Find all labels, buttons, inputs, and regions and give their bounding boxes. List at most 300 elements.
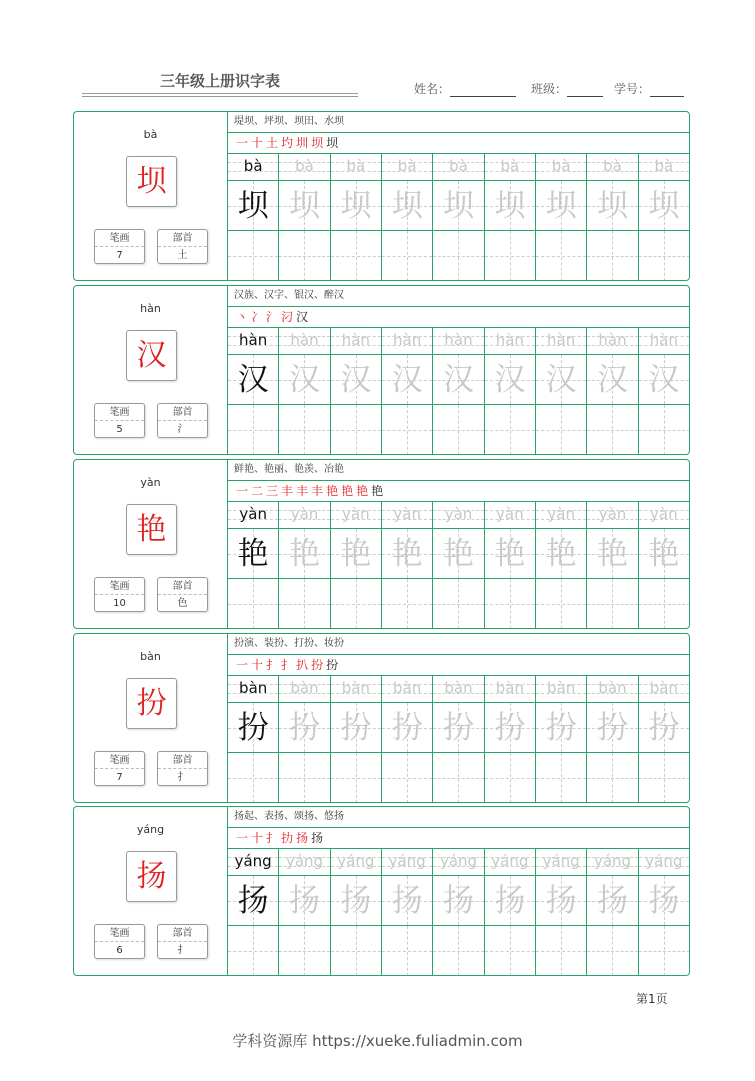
char-display: 坝 bbox=[126, 156, 177, 207]
stroke-step: 扒 bbox=[296, 658, 312, 672]
char-trace: 坝 bbox=[340, 188, 372, 224]
stroke-step: 冫 bbox=[251, 310, 267, 324]
pinyin-trace: bàn bbox=[290, 679, 319, 697]
stroke-step: 丰 bbox=[311, 484, 327, 498]
blank-practice-cell[interactable] bbox=[587, 925, 638, 976]
char-trace: 艳 bbox=[596, 536, 628, 572]
blank-practice-cell[interactable] bbox=[433, 752, 484, 803]
blank-practice-cell[interactable] bbox=[228, 230, 279, 281]
blank-practice-cell[interactable] bbox=[433, 230, 484, 281]
radical-label: 部首 bbox=[158, 925, 207, 942]
char-trace: 汉 bbox=[442, 362, 474, 398]
char-cell bbox=[587, 875, 638, 925]
char-cell bbox=[485, 702, 536, 752]
char-info-panel bbox=[74, 807, 228, 975]
pinyin-cell bbox=[639, 676, 690, 702]
char-cell bbox=[331, 528, 382, 578]
char-trace: 扬 bbox=[545, 883, 577, 919]
pinyin-cell bbox=[279, 154, 330, 180]
char-trace: 汉 bbox=[596, 362, 628, 398]
char-pinyin: hàn bbox=[140, 302, 161, 315]
blank-practice-cell[interactable] bbox=[485, 230, 536, 281]
char-trace: 扮 bbox=[288, 710, 320, 746]
blank-practice-cell[interactable] bbox=[639, 925, 690, 976]
blank-practice-cell[interactable] bbox=[279, 578, 330, 629]
char-cell bbox=[228, 528, 279, 578]
blank-practice-cell[interactable] bbox=[587, 752, 638, 803]
pinyin-cell bbox=[433, 849, 484, 875]
pinyin-trace: bà bbox=[397, 157, 417, 175]
blank-practice-cell[interactable] bbox=[331, 404, 382, 455]
char-cell bbox=[485, 528, 536, 578]
char-display: 汉 bbox=[126, 330, 177, 381]
blank-practice-cell[interactable] bbox=[382, 925, 433, 976]
blank-practice-cell[interactable] bbox=[485, 752, 536, 803]
pinyin-trace: yáng bbox=[593, 852, 632, 870]
blank-practice-cell[interactable] bbox=[639, 404, 690, 455]
stroke-step: 十 bbox=[251, 136, 267, 150]
char-cell bbox=[639, 528, 690, 578]
name-blank[interactable] bbox=[450, 85, 516, 97]
pinyin-cell bbox=[433, 154, 484, 180]
radical-label: 部首 bbox=[158, 578, 207, 595]
blank-practice-cell[interactable] bbox=[331, 578, 382, 629]
pinyin-cell bbox=[279, 849, 330, 875]
char-cell bbox=[433, 180, 484, 230]
pinyin-cell bbox=[536, 676, 587, 702]
pinyin-trace: yàn bbox=[650, 505, 678, 523]
char-cell bbox=[587, 528, 638, 578]
number-label: 学号： bbox=[614, 82, 651, 96]
practice-panel bbox=[228, 807, 690, 975]
word-examples: 堤坝、坪坝、坝田、水坝 bbox=[228, 112, 690, 133]
char-trace: 汉 bbox=[648, 362, 680, 398]
stroke-step: 三 bbox=[266, 484, 282, 498]
char-cell bbox=[639, 354, 690, 404]
stroke-order bbox=[228, 481, 690, 502]
class-field[interactable] bbox=[531, 80, 603, 97]
number-field[interactable] bbox=[614, 80, 684, 97]
char-trace: 汉 bbox=[237, 362, 269, 398]
practice-panel bbox=[228, 286, 690, 454]
char-cell bbox=[536, 354, 587, 404]
page-title bbox=[80, 70, 360, 100]
name-label: 姓名： bbox=[414, 82, 451, 96]
pinyin-cell bbox=[331, 502, 382, 528]
pinyin-trace: yàn bbox=[444, 505, 473, 523]
pinyin-cell bbox=[639, 849, 690, 875]
pinyin-cell bbox=[485, 502, 536, 528]
stroke-count-box bbox=[94, 403, 145, 438]
stroke-step: 坝 bbox=[326, 136, 342, 150]
stroke-step: 土 bbox=[266, 136, 282, 150]
blank-practice-cell[interactable] bbox=[228, 925, 279, 976]
char-info-panel bbox=[74, 634, 228, 802]
blank-practice-cell[interactable] bbox=[587, 230, 638, 281]
char-cell bbox=[587, 702, 638, 752]
pinyin-cell bbox=[433, 676, 484, 702]
stroke-step: 一 bbox=[236, 136, 252, 150]
blank-practice-cell[interactable] bbox=[536, 578, 587, 629]
char-trace: 扮 bbox=[340, 710, 372, 746]
blank-practice-cell[interactable] bbox=[331, 925, 382, 976]
pinyin-cell bbox=[331, 154, 382, 180]
char-display: 扮 bbox=[126, 678, 177, 729]
blank-practice-cell[interactable] bbox=[536, 404, 587, 455]
pinyin-trace: bàn bbox=[598, 679, 627, 697]
pinyin-cell bbox=[279, 676, 330, 702]
stroke-order bbox=[228, 828, 690, 849]
word-examples: 扮演、装扮、打扮、妆扮 bbox=[228, 634, 690, 655]
char-cell bbox=[228, 875, 279, 925]
pinyin-trace: yáng bbox=[234, 852, 272, 870]
char-cell bbox=[279, 180, 330, 230]
page-title-text: 三年级上册识字表 bbox=[159, 72, 280, 90]
page-number: 第1页 bbox=[636, 992, 668, 1006]
blank-practice-cell[interactable] bbox=[433, 578, 484, 629]
radical-value: 扌 bbox=[177, 945, 188, 956]
blank-practice-cell[interactable] bbox=[228, 404, 279, 455]
pinyin-cell bbox=[587, 676, 638, 702]
pinyin-trace: yáng bbox=[491, 852, 529, 870]
pinyin-cell bbox=[228, 849, 279, 875]
pinyin-trace: bàn bbox=[444, 679, 473, 697]
blank-practice-cell[interactable] bbox=[382, 752, 433, 803]
word-examples: 扬起、表扬、颂扬、悠扬 bbox=[228, 807, 690, 828]
practice-panel bbox=[228, 634, 690, 802]
pinyin-cell bbox=[639, 154, 690, 180]
pinyin-trace: yáng bbox=[285, 852, 324, 870]
blank-practice-cell[interactable] bbox=[587, 404, 638, 455]
stroke-step: 扬 bbox=[311, 831, 327, 845]
blank-practice-cell[interactable] bbox=[587, 578, 638, 629]
char-trace: 艳 bbox=[494, 536, 526, 572]
blank-practice-cell[interactable] bbox=[485, 404, 536, 455]
char-trace: 汉 bbox=[494, 362, 526, 398]
stroke-count-box bbox=[94, 577, 145, 612]
pinyin-cell bbox=[433, 328, 484, 354]
pinyin-trace: hàn bbox=[547, 331, 576, 349]
pinyin-trace: hàn bbox=[239, 331, 268, 349]
word-examples: 汉族、汉字、银汉、醉汉 bbox=[228, 286, 690, 307]
stroke-step: 扬 bbox=[296, 831, 312, 845]
radical-box bbox=[157, 924, 208, 959]
char-pinyin: yáng bbox=[136, 823, 165, 836]
stroke-count-label: 笔画 bbox=[95, 925, 144, 942]
stroke-count-value: 7 bbox=[116, 250, 123, 261]
blank-practice-cell[interactable] bbox=[228, 578, 279, 629]
stroke-step: 丰 bbox=[296, 484, 312, 498]
stroke-step: 坝 bbox=[311, 136, 327, 150]
char-display: 扬 bbox=[126, 851, 177, 902]
radical-value: 土 bbox=[177, 250, 188, 261]
practice-panel bbox=[228, 112, 690, 280]
char-trace: 扬 bbox=[442, 883, 474, 919]
char-trace: 扮 bbox=[237, 710, 269, 746]
blank-practice-cell[interactable] bbox=[433, 404, 484, 455]
title-underline-2 bbox=[82, 96, 358, 97]
char-trace: 汉 bbox=[340, 362, 372, 398]
char-info-panel bbox=[74, 112, 228, 280]
char-cell bbox=[587, 354, 638, 404]
char-info-panel bbox=[74, 460, 228, 628]
char-cell bbox=[536, 702, 587, 752]
stroke-count-value: 6 bbox=[116, 945, 123, 956]
pinyin-trace: bàn bbox=[495, 679, 524, 697]
practice-panel bbox=[228, 460, 690, 628]
pinyin-cell bbox=[382, 328, 433, 354]
pinyin-cell bbox=[331, 849, 382, 875]
stroke-step: 汉 bbox=[296, 310, 312, 324]
char-cell bbox=[331, 180, 382, 230]
char-cell bbox=[279, 702, 330, 752]
character-card bbox=[73, 459, 690, 629]
stroke-count-value: 7 bbox=[116, 772, 123, 783]
blank-practice-cell[interactable] bbox=[279, 230, 330, 281]
char-cell bbox=[331, 875, 382, 925]
stroke-step: 扌 bbox=[281, 658, 297, 672]
radical-value: 色 bbox=[177, 598, 188, 609]
blank-practice-cell[interactable] bbox=[639, 578, 690, 629]
char-cell bbox=[433, 702, 484, 752]
pinyin-cell bbox=[228, 328, 279, 354]
pinyin-trace: bà bbox=[551, 157, 571, 175]
pinyin-cell bbox=[485, 849, 536, 875]
blank-practice-cell[interactable] bbox=[228, 752, 279, 803]
pinyin-trace: yáng bbox=[542, 852, 580, 870]
pinyin-trace: yáng bbox=[337, 852, 375, 870]
radical-label: 部首 bbox=[158, 752, 207, 769]
radical-box bbox=[157, 751, 208, 786]
char-cell bbox=[536, 875, 587, 925]
pinyin-trace: hàn bbox=[495, 331, 524, 349]
stroke-step: 丶 bbox=[236, 310, 252, 324]
pinyin-cell bbox=[433, 502, 484, 528]
char-cell bbox=[587, 180, 638, 230]
pinyin-trace: bàn bbox=[547, 679, 576, 697]
pinyin-cell bbox=[536, 502, 587, 528]
number-blank[interactable] bbox=[650, 85, 684, 97]
pinyin-trace: bàn bbox=[393, 679, 422, 697]
char-trace: 扬 bbox=[391, 883, 423, 919]
blank-practice-cell[interactable] bbox=[279, 925, 330, 976]
char-trace: 扬 bbox=[340, 883, 372, 919]
blank-practice-cell[interactable] bbox=[331, 752, 382, 803]
char-trace: 扬 bbox=[648, 883, 680, 919]
word-examples: 鲜艳、艳丽、艳羡、冶艳 bbox=[228, 460, 690, 481]
pinyin-trace: yàn bbox=[598, 505, 627, 523]
char-trace: 汉 bbox=[288, 362, 320, 398]
char-trace: 扬 bbox=[288, 883, 320, 919]
char-trace: 汉 bbox=[545, 362, 577, 398]
char-trace: 扮 bbox=[596, 710, 628, 746]
pinyin-cell bbox=[485, 676, 536, 702]
stroke-count-label: 笔画 bbox=[95, 578, 144, 595]
char-pinyin: bàn bbox=[140, 650, 161, 663]
pinyin-cell bbox=[382, 849, 433, 875]
char-trace: 扬 bbox=[494, 883, 526, 919]
pinyin-cell bbox=[331, 328, 382, 354]
radical-box bbox=[157, 577, 208, 612]
char-trace: 坝 bbox=[237, 188, 269, 224]
char-trace: 坝 bbox=[288, 188, 320, 224]
stroke-step: 艳 bbox=[341, 484, 357, 498]
char-cell bbox=[382, 875, 433, 925]
pinyin-cell bbox=[536, 328, 587, 354]
stroke-step: 扌 bbox=[266, 831, 282, 845]
pinyin-trace: bà bbox=[654, 157, 674, 175]
blank-practice-cell[interactable] bbox=[639, 230, 690, 281]
pinyin-trace: yàn bbox=[496, 505, 524, 523]
radical-value: 扌 bbox=[177, 772, 188, 783]
char-pinyin: yàn bbox=[140, 476, 161, 489]
stroke-step: 二 bbox=[251, 484, 267, 498]
pinyin-trace: bàn bbox=[649, 679, 678, 697]
char-trace: 艳 bbox=[391, 536, 423, 572]
pinyin-cell bbox=[485, 328, 536, 354]
char-trace: 艳 bbox=[648, 536, 680, 572]
pinyin-cell bbox=[485, 154, 536, 180]
pinyin-trace: yàn bbox=[239, 505, 267, 523]
char-cell bbox=[639, 702, 690, 752]
pinyin-trace: hàn bbox=[290, 331, 319, 349]
pinyin-cell bbox=[587, 328, 638, 354]
char-cell bbox=[331, 354, 382, 404]
stroke-step: 氵 bbox=[266, 310, 282, 324]
pinyin-trace: hàn bbox=[341, 331, 370, 349]
char-cell bbox=[382, 702, 433, 752]
pinyin-cell bbox=[536, 154, 587, 180]
pinyin-trace: bàn bbox=[341, 679, 370, 697]
pinyin-trace: yàn bbox=[547, 505, 575, 523]
char-trace: 坝 bbox=[442, 188, 474, 224]
pinyin-cell bbox=[639, 328, 690, 354]
stroke-count-label: 笔画 bbox=[95, 230, 144, 247]
char-trace: 坝 bbox=[648, 188, 680, 224]
char-trace: 坝 bbox=[494, 188, 526, 224]
pinyin-trace: yáng bbox=[439, 852, 478, 870]
stroke-step: 艳 bbox=[326, 484, 342, 498]
blank-practice-cell[interactable] bbox=[382, 230, 433, 281]
stroke-step: 圴 bbox=[281, 136, 297, 150]
stroke-step: 扌 bbox=[266, 658, 282, 672]
char-cell bbox=[279, 875, 330, 925]
stroke-step: 圳 bbox=[296, 136, 312, 150]
char-trace: 扬 bbox=[237, 883, 269, 919]
blank-practice-cell[interactable] bbox=[279, 404, 330, 455]
char-cell bbox=[279, 354, 330, 404]
char-cell bbox=[228, 180, 279, 230]
pinyin-trace: hàn bbox=[393, 331, 422, 349]
pinyin-cell bbox=[587, 154, 638, 180]
radical-label: 部首 bbox=[158, 404, 207, 421]
blank-practice-cell[interactable] bbox=[536, 752, 587, 803]
pinyin-trace: hàn bbox=[649, 331, 678, 349]
char-cell bbox=[639, 875, 690, 925]
stroke-step: 汈 bbox=[281, 310, 297, 324]
footer-source: 学科资源库 https://xueke.fuliadmin.com bbox=[232, 1032, 523, 1050]
blank-practice-cell[interactable] bbox=[331, 230, 382, 281]
character-card bbox=[73, 285, 690, 455]
char-cell bbox=[382, 528, 433, 578]
blank-practice-cell[interactable] bbox=[382, 404, 433, 455]
title-underline bbox=[82, 93, 358, 94]
stroke-count-value: 5 bbox=[116, 424, 123, 435]
char-trace: 艳 bbox=[442, 536, 474, 572]
stroke-count-box bbox=[94, 924, 145, 959]
char-trace: 扮 bbox=[648, 710, 680, 746]
stroke-step: 一 bbox=[236, 831, 252, 845]
name-field[interactable] bbox=[414, 80, 516, 97]
pinyin-cell bbox=[382, 154, 433, 180]
stroke-step: 艳 bbox=[371, 484, 387, 498]
char-trace: 艳 bbox=[545, 536, 577, 572]
pinyin-trace: bà bbox=[295, 157, 314, 175]
pinyin-trace: bà bbox=[243, 157, 263, 175]
stroke-step: 艳 bbox=[356, 484, 372, 498]
character-card bbox=[73, 111, 690, 281]
char-trace: 扮 bbox=[442, 710, 474, 746]
char-display: 艳 bbox=[126, 504, 177, 555]
pinyin-trace: bà bbox=[449, 157, 468, 175]
stroke-step: 扮 bbox=[311, 658, 327, 672]
pinyin-trace: yáng bbox=[645, 852, 683, 870]
char-cell bbox=[382, 354, 433, 404]
pinyin-trace: yàn bbox=[342, 505, 370, 523]
pinyin-trace: hàn bbox=[598, 331, 627, 349]
class-blank[interactable] bbox=[567, 85, 603, 97]
pinyin-trace: bàn bbox=[239, 679, 268, 697]
char-cell bbox=[485, 875, 536, 925]
char-cell bbox=[331, 702, 382, 752]
char-trace: 艳 bbox=[237, 536, 269, 572]
radical-box bbox=[157, 403, 208, 438]
char-cell bbox=[639, 180, 690, 230]
pinyin-cell bbox=[536, 849, 587, 875]
char-cell bbox=[382, 180, 433, 230]
radical-label: 部首 bbox=[158, 230, 207, 247]
pinyin-cell bbox=[382, 502, 433, 528]
writing-grid bbox=[228, 328, 690, 455]
pinyin-trace: hàn bbox=[444, 331, 473, 349]
char-cell bbox=[485, 180, 536, 230]
blank-practice-cell[interactable] bbox=[639, 752, 690, 803]
blank-practice-cell[interactable] bbox=[279, 752, 330, 803]
blank-practice-cell[interactable] bbox=[536, 230, 587, 281]
stroke-step: 扐 bbox=[281, 831, 297, 845]
stroke-step: 一 bbox=[236, 484, 252, 498]
stroke-count-value: 10 bbox=[113, 598, 126, 609]
pinyin-cell bbox=[279, 328, 330, 354]
pinyin-cell bbox=[228, 154, 279, 180]
class-label: 班级： bbox=[531, 82, 568, 96]
blank-practice-cell[interactable] bbox=[382, 578, 433, 629]
pinyin-cell bbox=[587, 502, 638, 528]
writing-grid bbox=[228, 502, 690, 629]
pinyin-trace: yàn bbox=[393, 505, 421, 523]
radical-box bbox=[157, 229, 208, 264]
writing-grid bbox=[228, 676, 690, 803]
blank-practice-cell[interactable] bbox=[433, 925, 484, 976]
char-trace: 扮 bbox=[494, 710, 526, 746]
stroke-count-label: 笔画 bbox=[95, 404, 144, 421]
char-cell bbox=[228, 702, 279, 752]
pinyin-trace: yàn bbox=[290, 505, 319, 523]
blank-practice-cell[interactable] bbox=[536, 925, 587, 976]
blank-practice-cell[interactable] bbox=[485, 578, 536, 629]
blank-practice-cell[interactable] bbox=[485, 925, 536, 976]
char-cell bbox=[485, 354, 536, 404]
